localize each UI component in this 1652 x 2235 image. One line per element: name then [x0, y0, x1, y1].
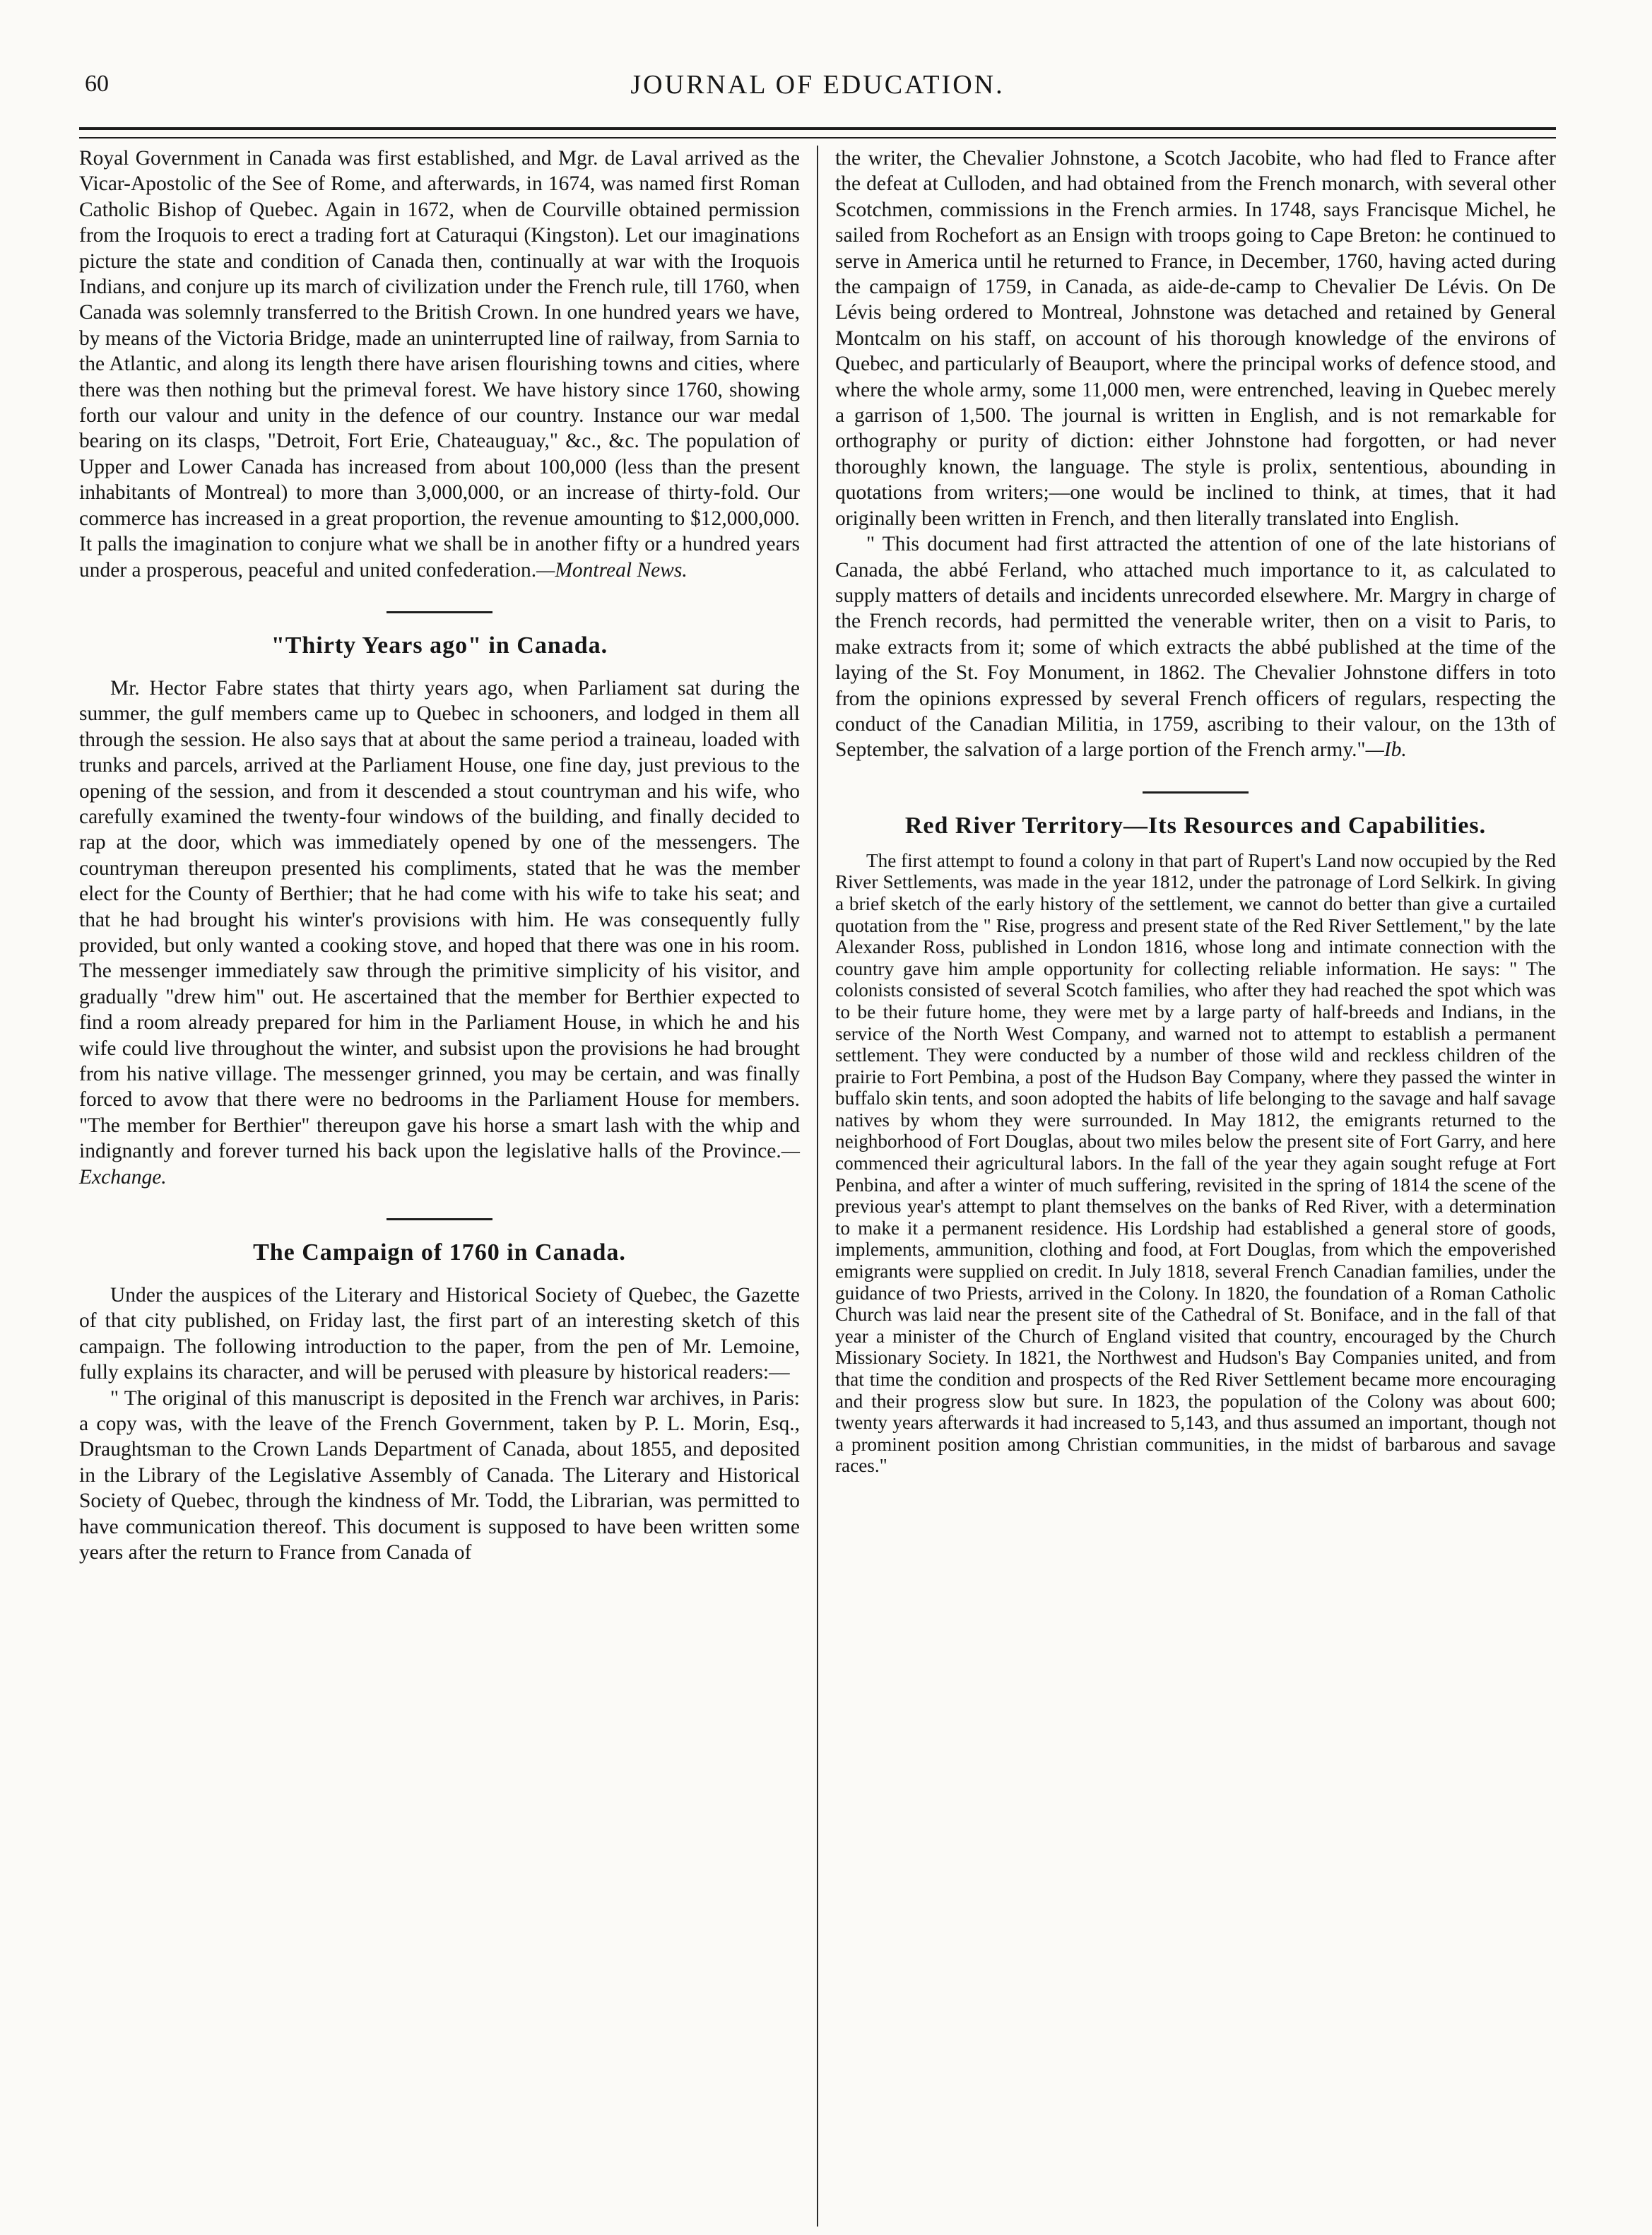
column-rule	[817, 146, 818, 2227]
article-title-red-river: Red River Territory—Its Resources and Capabilities.	[904, 812, 1487, 839]
two-column-body	[79, 146, 1556, 2227]
article-paragraph: " The original of this manuscript is deposited in the French war archives, in Paris: a copy was, with the leave of the French Government, taken by P. L. Morin, Esq., Draughtsman to the Crown Lands Department of Canada, about 1855, and deposited in the Library of the Legislative Assembly of Canada. The Literary and Historical Society of Quebec, through the kindness of Mr. Todd, the Librarian, was permitted to have communication thereof. This document is supposed to have been written some years after the return to France from Canada of	[79, 1386, 800, 1564]
section-divider	[387, 611, 492, 613]
continued-paragraph: Royal Government in Canada was first established, and Mgr. de Laval arrived as the Vicar-Apostolic of the See of Rome, and afterwards, in 1674, was named first Roman Catholic Bishop of Quebec. Again in 1672, when de Courville obtained permission from the Iroquois to erect a trading fort at Caturaqui (Kingston). Let our imaginations picture the state and condition of Canada then, continually at war with the Iroquois Indians, and conjure up its march of civilization under the French rule, till 1760, when Canada was solemnly transferred to the British Crown. In one hundred years we have, by means of the Victoria Bridge, made an uninterrupted line of railway, from Sarnia to the Atlantic, and along its length there have arisen flourishing towns and cities, where there was then nothing but the primeval forest. We have history since 1760, showing forth our valour and unity in the defence of our country. Instance our war medal bearing on its clasps, "Detroit, Fort Erie, Chateauguay," &c., &c. The population of Upper and Lower Canada has increased from about 100,000 (less than the present inhabitants of Montreal) to more than 3,000,000, or an increase of thirty-fold. Our commerce has increased in a great proportion, the revenue amounting to $12,000,000. It palls the imagination to conjure what we shall be in another fifty or a hundred years under a prosperous, peaceful and united confederation.—Montreal News.	[79, 147, 800, 582]
article-title-thirty-years-ago: "Thirty Years ago" in Canada.	[271, 632, 608, 659]
article-body-thirty-years-ago: Mr. Hector Fabre states that thirty years ago, when Parliament sat during the summer, the gulf members came up to Quebec in schooners, and lodged in them all through the session. He also says that at about the same period a traineau, loaded with trunks and parcels, arrived at the Parliament House, one fine day, just previous to the opening of the session, and from it descended a stout countryman and his wife, who carefully examined the twenty-four windows of the building, and finally decided to rap at the door, which was immediately opened by one of the messengers. The countryman thereupon presented his compliments, stated that he was the member elect for the County of Berthier; that he had come with his wife to take his seat; and that he had brought his winter's provisions with him. He was consequently fully provided, but only wanted a cooking stove, and hoped that there was one in his room. The messenger immediately saw through the primitive simplicity of his visitor, and gradually "drew him" out. He ascertained that the member for Berthier expected to find a room already prepared for him in the Parliament House, in which he and his wife could live throughout the winter, and subsist upon the provisions he had brought from his native village. The messenger grinned, you may be certain, and was finally forced to avow that there were no bedrooms in the Parliament House for members. "The member for Berthier" thereupon gave his horse a smart lash with the whip and indignantly and forever turned his back upon the legislative halls of the Province.—Exchange.	[79, 676, 800, 1189]
source-credit: —Montreal News.	[536, 558, 688, 582]
continued-paragraph: the writer, the Chevalier Johnstone, a Scotch Jacobite, who had fled to France after the defeat at Culloden, and had obtained from the French monarch, with several other Scotchmen, commissions in the French armies. In 1748, says Francisque Michel, he sailed from Rochefort as an Ensign with troops going to Cape Breton: he continued to serve in America until he returned to France, in December, 1760, having acted during the campaign of 1759, in Canada, as aide-de-camp to Chevalier De Lévis. On De Lévis being ordered to Montreal, Johnstone was detached and retained by General Montcalm on his staff, on account of his thorough knowledge of the environs of Quebec, and particularly of Beauport, where the principal works of defence stood, and where the whole army, some 11,000 men, were entrenched, leaving in Quebec merely a garrison of 1,500. The journal is written in English, and is not remarkable for orthography or purity of diction: either Johnstone had forgotten, or had never thoroughly known, the language. The style is prolix, sententious, abounding in quotations from writers;—one would be inclined to think, at times, that it had originally been written in French, and then literally translated into English.	[835, 147, 1556, 530]
page-number: 60	[85, 71, 109, 97]
header-double-rule	[79, 127, 1556, 138]
continued-paragraph: " This document had first attracted the attention of one of the late historians of Canada, the abbé Ferland, who attached much importance to it, as calculated to supply matters of details and incidents unrecorded elsewhere. Mr. Margry in charge of the French records, had permitted the venerable writer, then on a visit to Paris, to make extracts from it; some of which extracts the abbé published at the time of the laying of the St. Foy Monument, in 1862. The Chevalier Johnstone differs in toto from the opinions expressed by several French officers of regulars, respecting the conduct of the Canadian Militia, in 1759, ascribing to their valour, on the 13th of September, the salvation of a large portion of the French army."—Ib.	[835, 533, 1556, 762]
article-title-campaign-1760: The Campaign of 1760 in Canada.	[253, 1239, 626, 1266]
section-divider	[387, 1218, 492, 1220]
section-divider	[1143, 791, 1249, 794]
article-paragraph: Under the auspices of the Literary and Historical Society of Quebec, the Gazette of that city published, on Friday last, the first part of an interesting sketch of this campaign. The following introduction to the paper, from the pen of Mr. Lemoine, fully explains its character, and will be perused with pleasure by historical readers:—	[79, 1284, 800, 1384]
journal-title: JOURNAL OF EDUCATION.	[630, 70, 1005, 100]
left-column	[79, 146, 800, 2227]
right-column	[835, 146, 1556, 2227]
source-credit: —Ib.	[1365, 738, 1407, 762]
page-header	[79, 68, 1556, 110]
article-body-red-river: The first attempt to found a colony in that part of Rupert's Land now occupied by the Red River Settlements, was made in the year 1812, under the patronage of Lord Selkirk. In giving a brief sketch of the early history of the settlement, we cannot do better than give a curtailed quotation from the " Rise, progress and present state of the Red River Settlement," by the late Alexander Ross, published in London 1816, whose long and intimate connection with the country gave him ample opportunity for collecting reliable information. He says: " The colonists consisted of several Scotch families, who after they had reached the spot which was to be their future home, they were met by a large party of half-breeds and Indians, in the service of the North West Company, and warned not to attempt to establish a permanent settlement. They were conducted by a number of those wild and reckless children of the prairie to Fort Pembina, a post of the Hudson Bay Company, where they passed the winter in buffalo skin tents, and soon adopted the habits of life belonging to the savage and half savage natives by whom they were surrounded. In May 1812, the emigrants returned to the neighborhood of Fort Douglas, about two miles below the present site of Fort Garry, and here commenced their agricultural labors. In the fall of the year they again sought refuge at Fort Penbina, and after a winter of much suffering, revisited in the spring of 1814 the scene of the previous year's attempt to plant themselves on the banks of Red River, with a determination to make it a permanent residence. His Lordship had established a general store of goods, implements, ammunition, clothing and food, at Fort Douglas, from which the empoverished emigrants were supplied on credit. In July 1818, several French Canadian families, under the guidance of two Priests, arrived in the Colony. In 1820, the foundation of a Roman Catholic Church was laid near the present site of the Cathedral of St. Boniface, and in the fall of that year a minister of the Church of England visited that country, encouraged by the Church Missionary Society. In 1821, the Northwest and Hudson's Bay Companies united, and from that time the condition and prospects of the Red River Settlement became more encouraging and their progress slow but sure. In 1823, the population of the Colony was about 600; twenty years afterwards it had increased to 5,143, and thus assumed an important, though not a prominent position among Christian communities, in the midst of barbarous and savage races."	[835, 849, 1556, 1477]
source-credit: —Exchange.	[79, 1140, 800, 1189]
